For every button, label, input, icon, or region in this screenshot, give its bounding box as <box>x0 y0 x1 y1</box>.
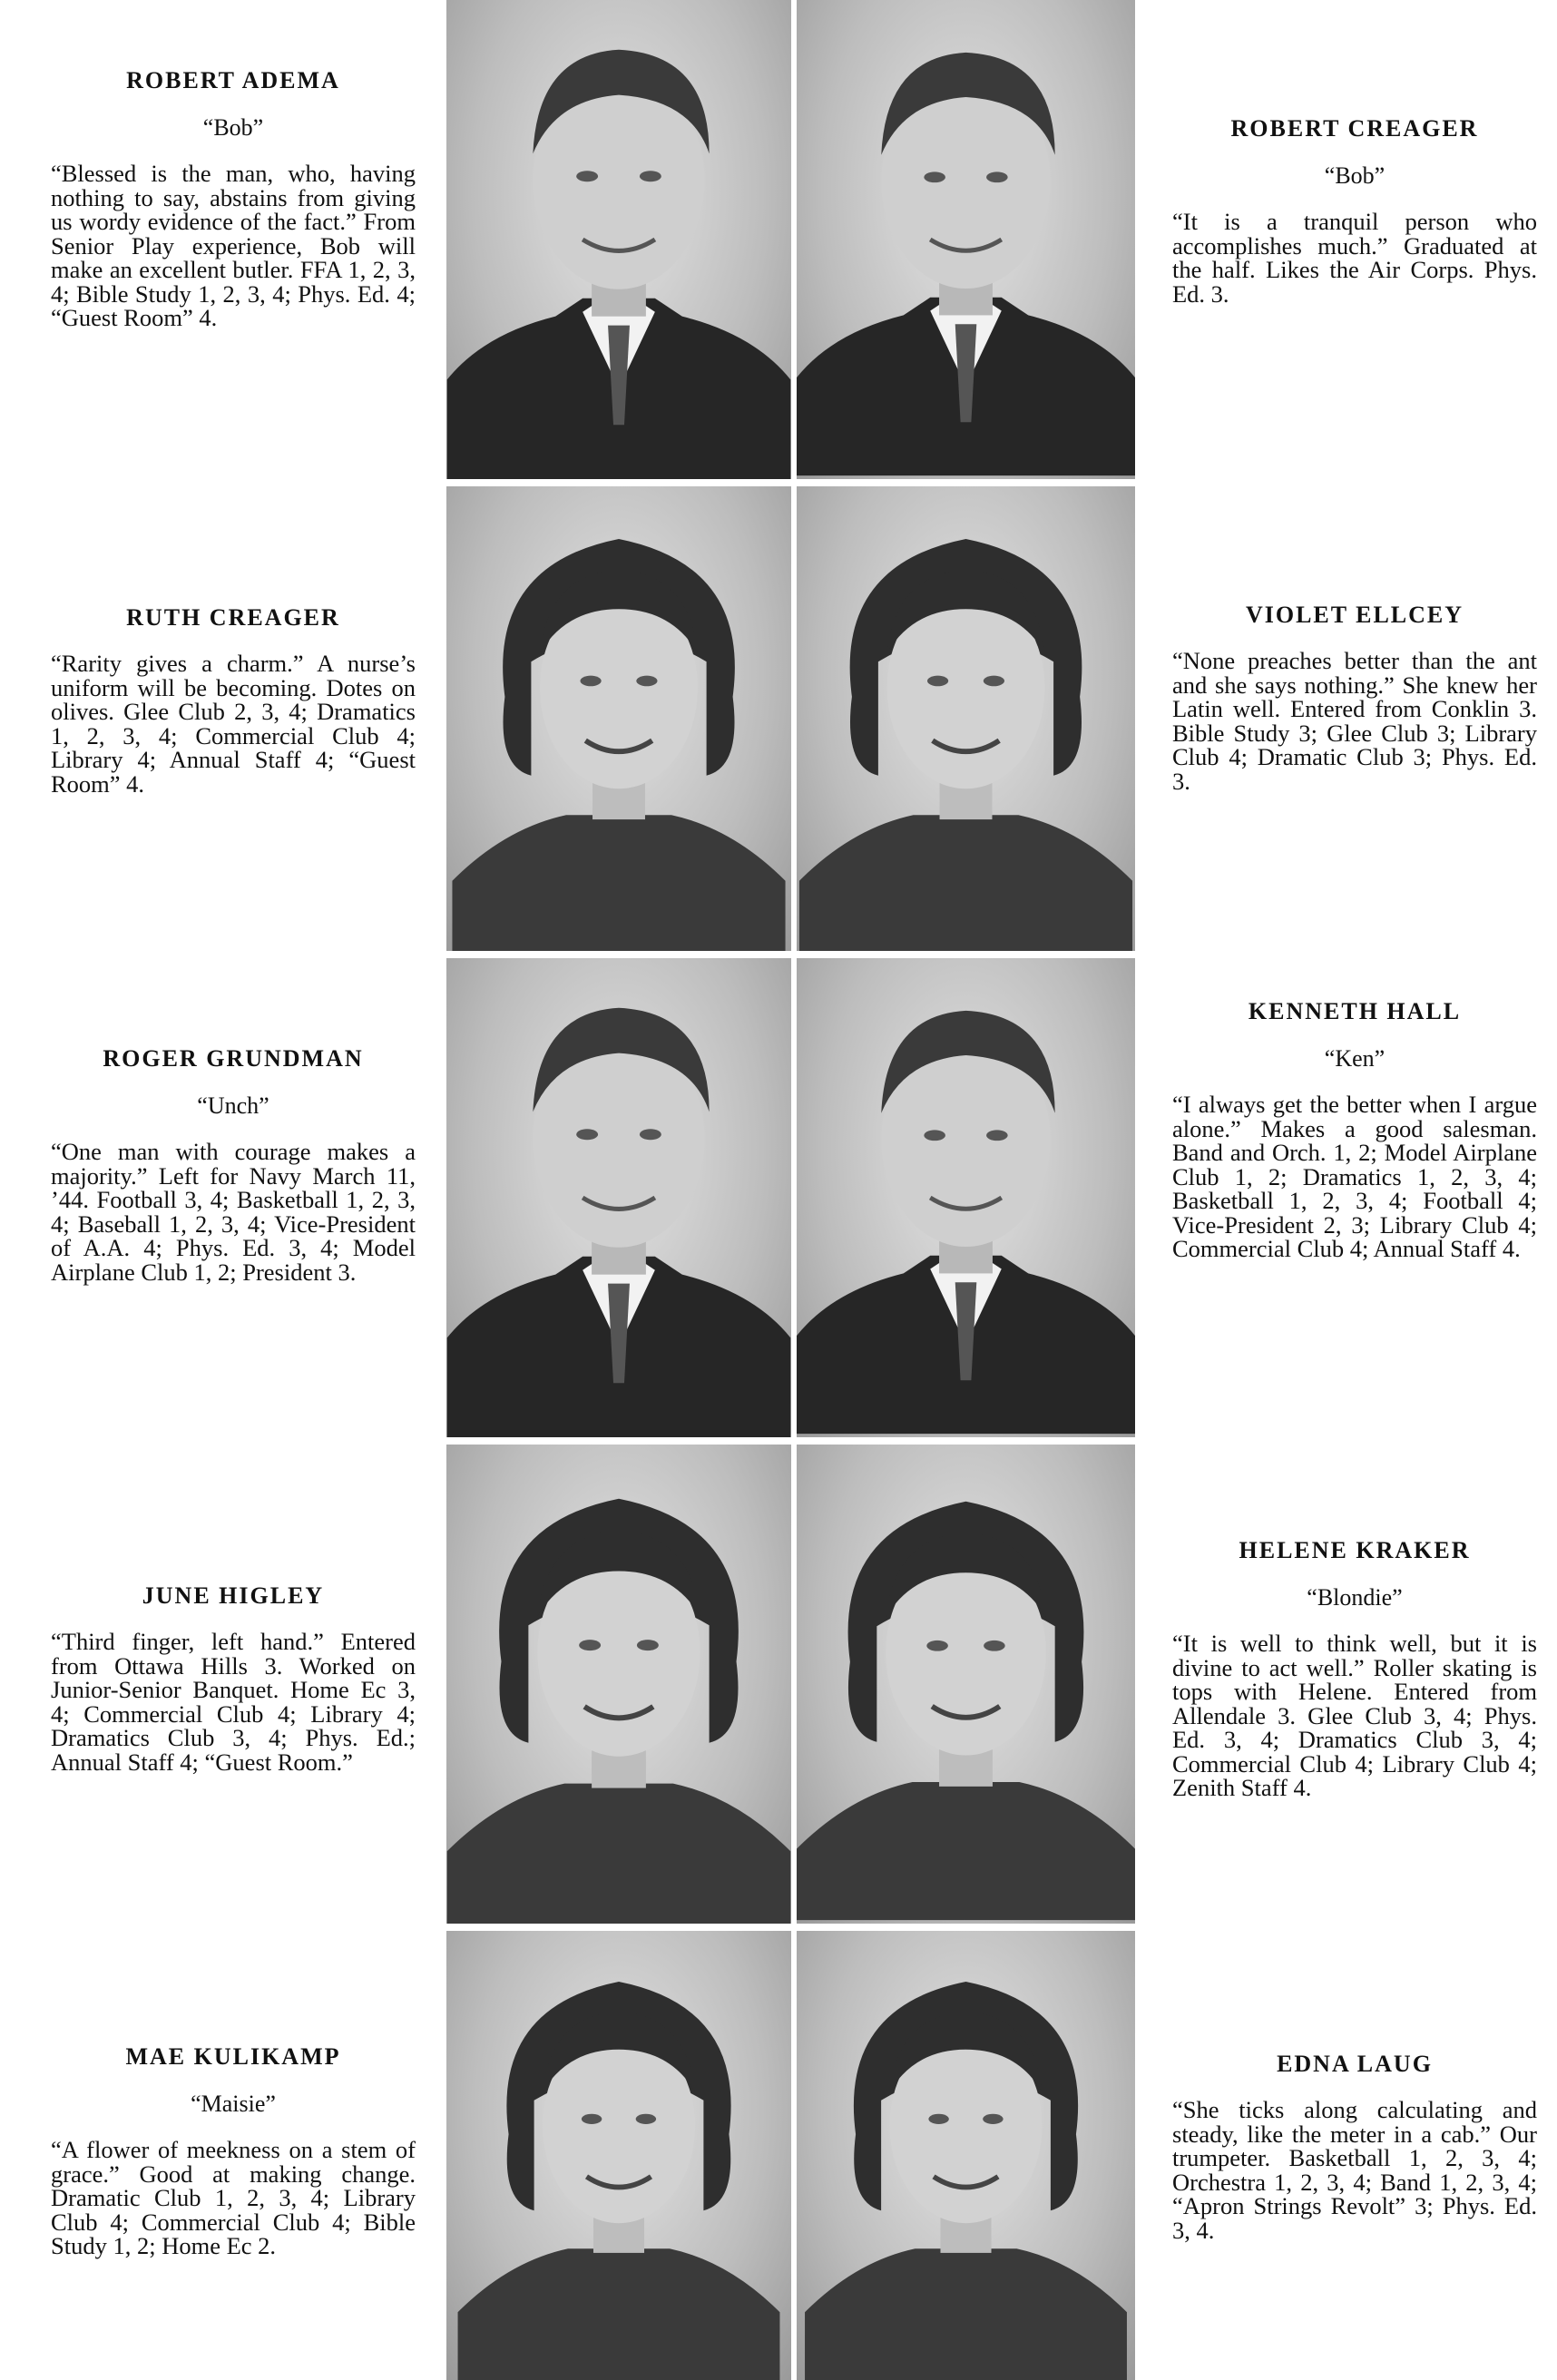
student-bio: “A flower of meekness on a stem of grace.” Good at making change. Dramatic Club 1, 2, 3, 4; Library Club 4; Commercial Club 4; Bible Study 1, 2; Home Ec 2. <box>51 2136 416 2259</box>
student-photo <box>797 958 1135 1437</box>
student-entry <box>1172 2051 1537 2242</box>
student-bio: “None preaches better than the ant and she says nothing.” She knew her Latin well. Entered from Conklin 3. Bible Study 3; Glee Club 3; Library Club 4; Dramatic Club 3; Phys. Ed. 3. <box>1172 647 1537 795</box>
student-photo <box>446 1931 791 2380</box>
student-name: KENNETH HALL <box>1248 998 1462 1024</box>
student-name: VIOLET ELLCEY <box>1245 602 1464 628</box>
student-bio: “Rarity gives a charm.” A nurse’s uniform will be becoming. Dotes on olives. Glee Club 2, 3, 4; Dramatics 1, 2, 3, 4; Commercial Club 4; Library 4; Annual Staff 4; “Guest Room” 4. <box>51 650 416 798</box>
student-nickname: “Ken” <box>1324 1045 1386 1072</box>
student-photo <box>797 486 1135 951</box>
student-bio: “It is a tranquil person who accomplishes much.” Graduated at the half. Likes the Air Corps. Phys. Ed. 3. <box>1172 208 1537 308</box>
student-entry <box>1172 602 1537 793</box>
student-bio: “One man with courage makes a majority.” Left for Navy March 11, ’44. Football 3, 4; Basketball 1, 2, 3, 4; Baseball 1, 2, 3, 4; Vice-President of A.A. 4; Phys. Ed. 3, 4; Model Airplane Club 1, 2; President 3. <box>51 1138 416 1286</box>
student-entry <box>1172 115 1537 306</box>
student-bio: “It is well to think well, but it is divine to act well.” Roller skating is tops with Helene. Entered from Allendale 3. Glee Club 3, 4; Phys. Ed. 3, 4; Dramatics Club 3, 4; Commercial Club 4; Library Club 4; Zenith Staff 4. <box>1172 1630 1537 1801</box>
student-name: RUTH CREAGER <box>126 604 340 631</box>
student-name: JUNE HIGLEY <box>142 1582 325 1609</box>
student-photo <box>446 0 791 479</box>
student-nickname: “Blondie” <box>1307 1584 1403 1611</box>
student-entry <box>51 1045 416 1284</box>
student-nickname: “Maisie” <box>191 2091 276 2117</box>
student-name: MAE KULIKAMP <box>125 2043 341 2070</box>
student-name: HELENE KRAKER <box>1239 1537 1471 1563</box>
student-nickname: “Unch” <box>197 1092 269 1119</box>
student-name: ROBERT CREAGER <box>1230 115 1479 142</box>
student-entry <box>51 67 416 330</box>
student-name: EDNA LAUG <box>1277 2051 1433 2077</box>
student-photo <box>797 1445 1135 1924</box>
student-entry <box>1172 1537 1537 1800</box>
student-entry <box>51 2043 416 2258</box>
student-photo <box>446 958 791 1437</box>
student-nickname: “Bob” <box>202 114 264 141</box>
student-bio: “She ticks along calculating and steady, like the meter in a cab.” Our trumpeter. Basketball 1, 2, 3, 4; Orchestra 1, 2, 3, 4; Band 1, 2, 3, 4; “Apron Strings Revolt” 3; Phys. Ed. 3, 4. <box>1172 2096 1537 2244</box>
student-entry <box>51 604 416 796</box>
student-photo <box>797 0 1135 479</box>
student-photo <box>797 1931 1135 2380</box>
student-entry <box>51 1582 416 1774</box>
student-name: ROGER GRUNDMAN <box>103 1045 364 1072</box>
student-nickname: “Bob” <box>1324 162 1386 189</box>
student-entry <box>1172 998 1537 1261</box>
student-photo <box>446 1445 791 1924</box>
student-name: ROBERT ADEMA <box>126 67 340 93</box>
student-bio: “Third finger, left hand.” Entered from Ottawa Hills 3. Worked on Junior-Senior Banquet. Home Ec 3, 4; Commercial Club 4; Library 4; Dramatics Club 3, 4; Phys. Ed.; Annual Staff 4; “Guest Room.” <box>51 1628 416 1776</box>
student-bio: “I always get the better when I argue alone.” Makes a good salesman. Band and Orch. 1, 2; Model Airplane Club 1, 2; Dramatics 1, 2, 3, 4; Basketball 1, 2, 3, 4; Football 4; Vice-President 2, 3; Library Club 4; Commercial Club 4; Annual Staff 4. <box>1172 1091 1537 1262</box>
student-photo <box>446 486 791 951</box>
student-bio: “Blessed is the man, who, having nothing to say, abstains from giving us wordy evidence of the fact.” From Senior Play experience, Bob will make an excellent butler. FFA 1, 2, 3, 4; Bible Study 1, 2, 3, 4; Phys. Ed. 4; “Guest Room” 4. <box>51 160 416 331</box>
